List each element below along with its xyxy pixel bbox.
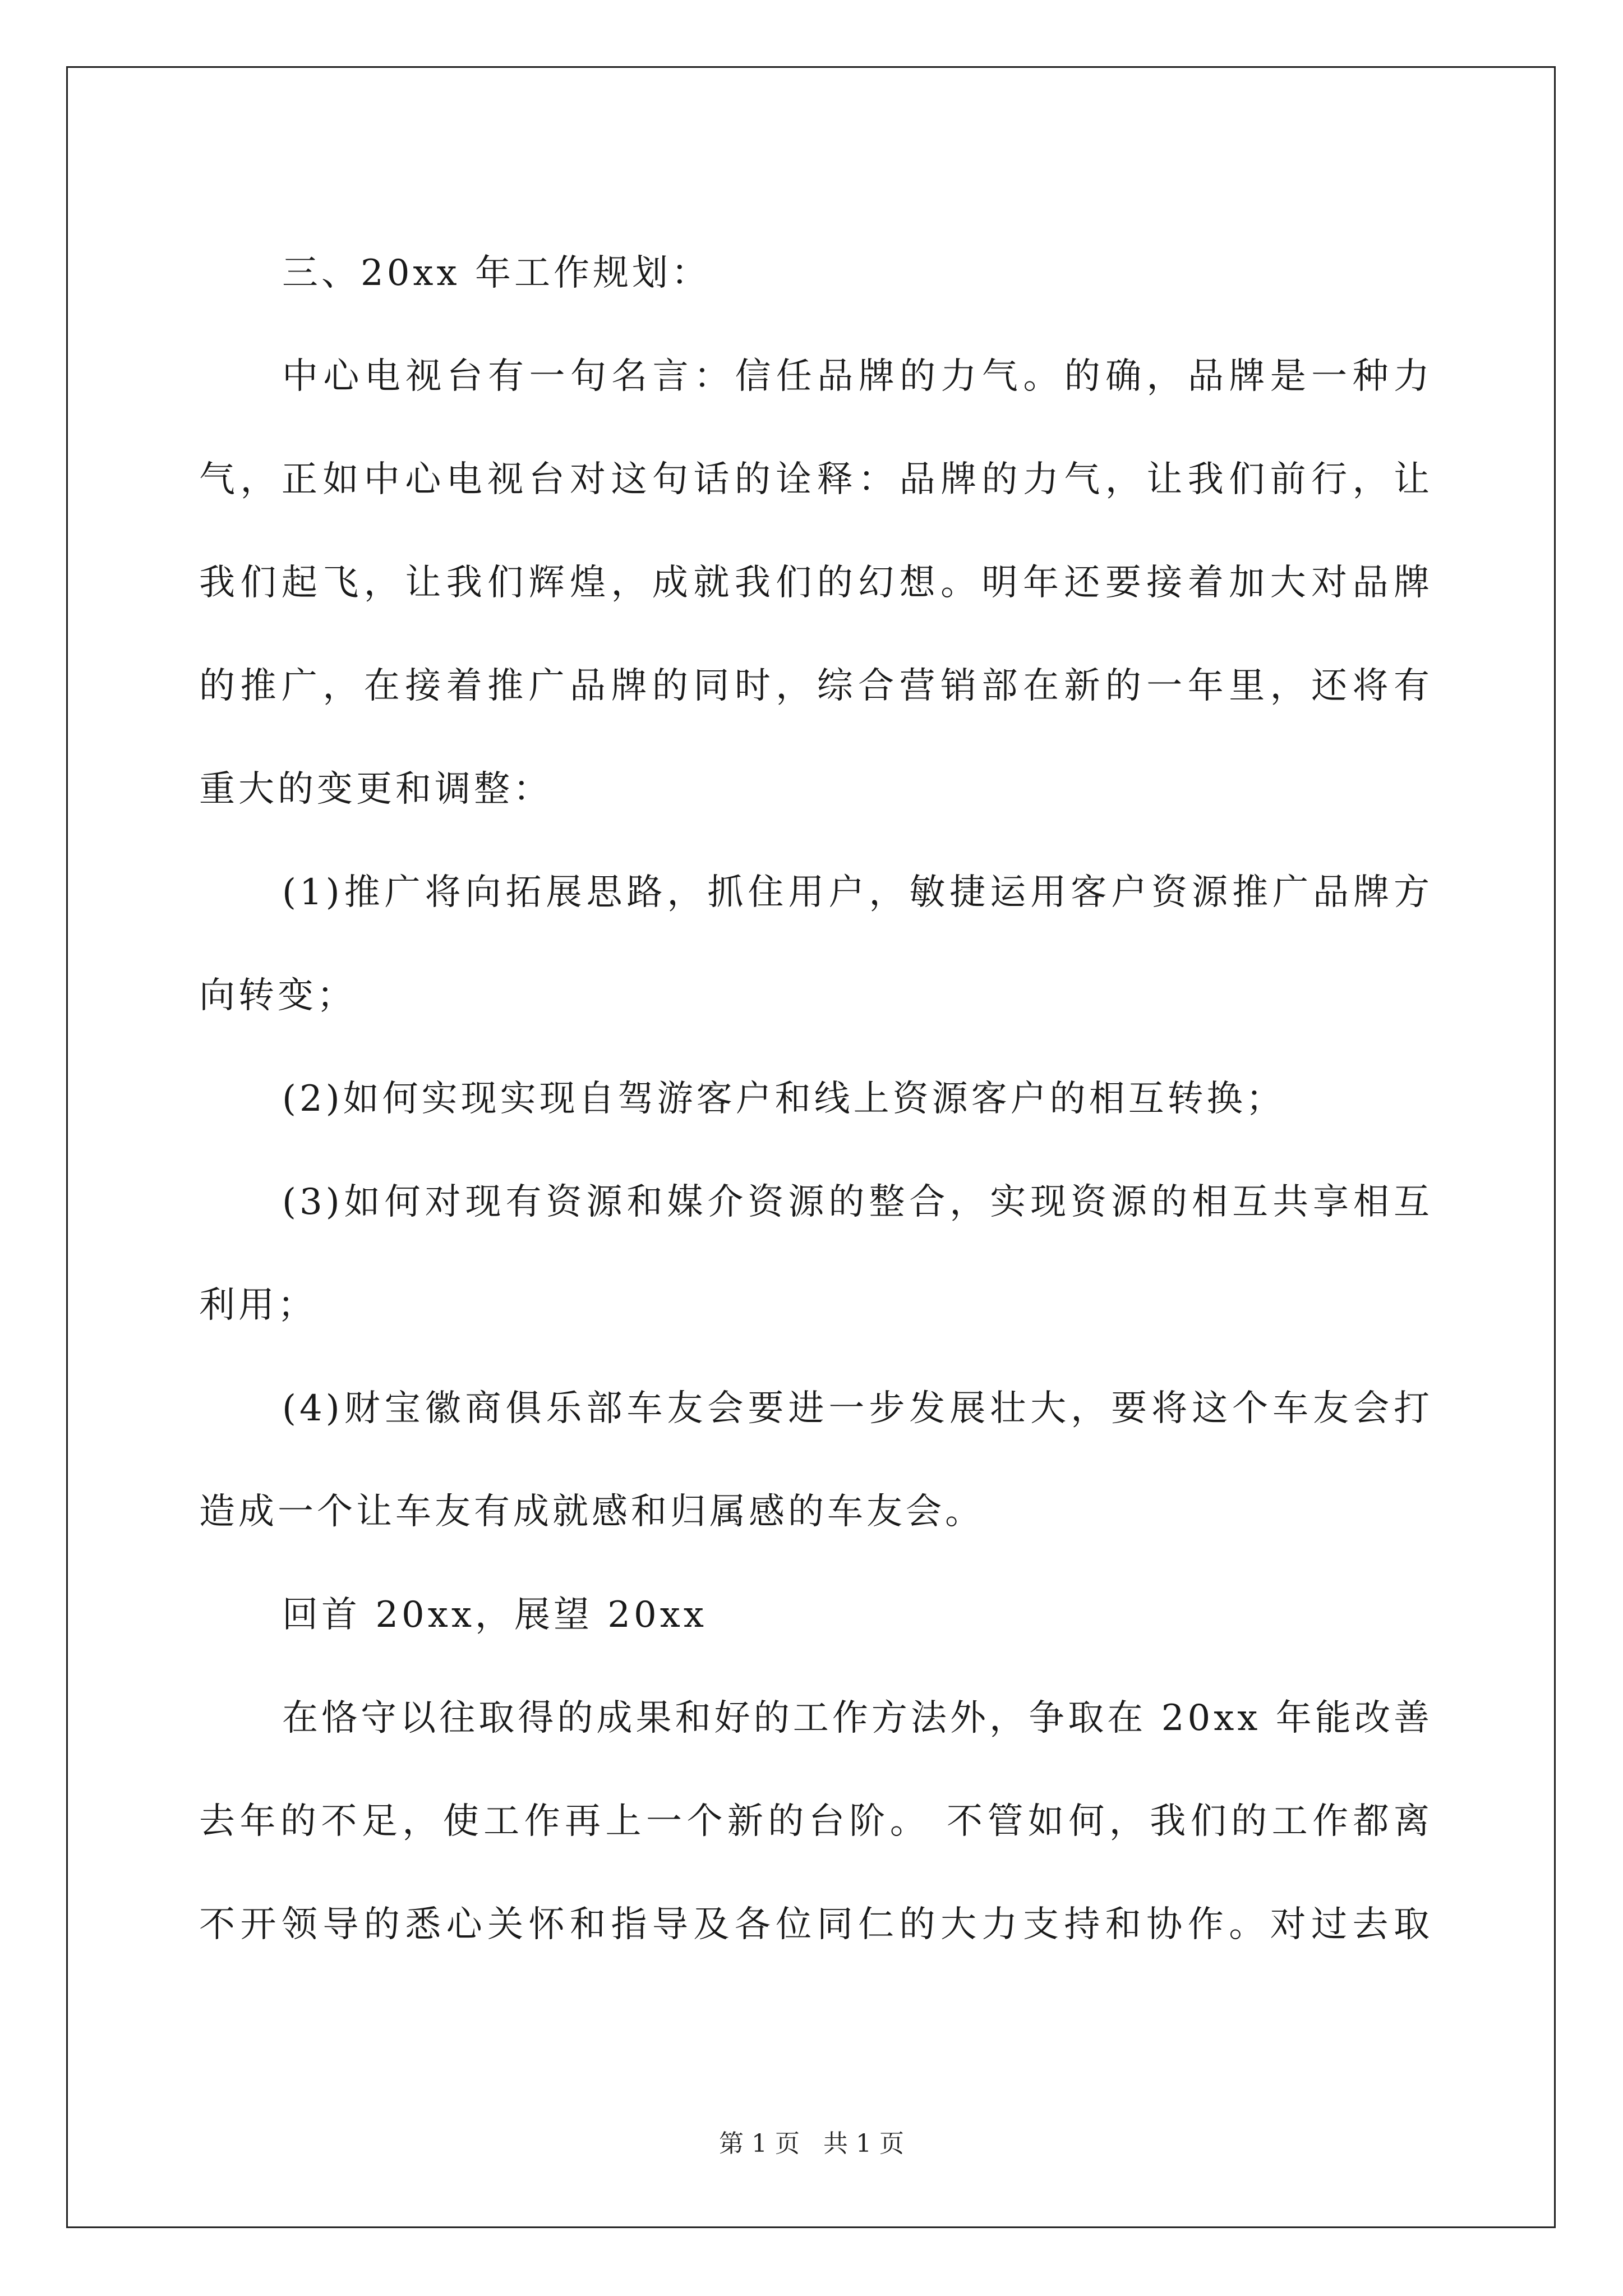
text-line: 不开领导的悉心关怀和指导及各位同仁的大力支持和协作。对过去取: [199, 1904, 1433, 1945]
text-line: (4)财宝徽商俱乐部车友会要进一步发展壮大，要将这个车友会打: [282, 1388, 1433, 1429]
text-line: 在恪守以往取得的成果和好的工作方法外，争取在 20xx 年能改善: [282, 1697, 1433, 1739]
text-line: 造成一个让车友有成就感和归属感的车友会。: [199, 1491, 984, 1533]
text-line: 重大的变更和调整：: [199, 769, 552, 810]
text-line: 三、20xx 年工作规划：: [282, 252, 711, 294]
text-line: 中心电视台有一句名言：信任品牌的力气。的确，品牌是一种力: [282, 356, 1433, 397]
text-line: 的推广，在接着推广品牌的同时，综合营销部在新的一年里，还将有: [199, 665, 1433, 707]
page-number-total: 共 1 页: [823, 2129, 904, 2158]
page-footer: [0, 2127, 1623, 2161]
text-line: 气，正如中心电视台对这句话的诠释：品牌的力气，让我们前行，让: [199, 459, 1433, 500]
text-line: 利用；: [199, 1285, 317, 1326]
text-line: 去年的不足，使工作再上一个新的台阶。 不管如何，我们的工作都离: [199, 1801, 1433, 1842]
text-line: 向转变；: [199, 975, 356, 1016]
document-body: [199, 222, 1433, 1976]
text-line: 我们起飞，让我们辉煌，成就我们的幻想。明年还要接着加大对品牌: [199, 562, 1433, 604]
text-line: (1)推广将向拓展思路，抓住用户，敏捷运用客户资源推广品牌方: [282, 872, 1433, 913]
page-number-current: 第 1 页: [719, 2129, 800, 2158]
text-line: (2)如何实现实现自驾游客户和线上资源客户的相互转换；: [282, 1078, 1285, 1120]
text-line: 回首 20xx，展望 20xx: [282, 1594, 707, 1636]
text-line: (3)如何对现有资源和媒介资源的整合，实现资源的相互共享相互: [282, 1181, 1433, 1223]
